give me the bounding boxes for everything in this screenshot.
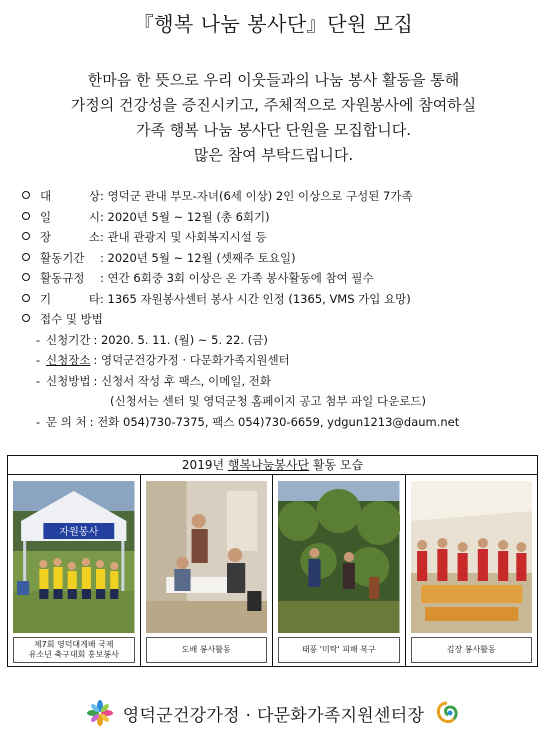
photo-caption: 도배 봉사활동 bbox=[146, 637, 268, 663]
bullet-icon bbox=[22, 212, 30, 220]
photo-wallpaper bbox=[146, 481, 268, 633]
info-list bbox=[22, 186, 532, 432]
footer-org-name: 영덕군건강가정 · 다문화가족지원센터장 bbox=[122, 705, 425, 726]
photo-caption: 제7회 영덕대게배 국제 유소년 축구대회 홍보봉사 bbox=[13, 637, 135, 663]
apply-label: 신청장소 bbox=[46, 353, 91, 367]
info-row-place bbox=[22, 227, 532, 248]
apply-value: : 2020. 5. 11. (월) ~ 5. 22. (금) bbox=[93, 332, 268, 347]
svg-text:자원봉사: 자원봉사 bbox=[59, 527, 99, 538]
photo-cell bbox=[273, 475, 406, 667]
info-value: : 관내 관광지 및 사회복지시설 등 bbox=[100, 230, 267, 244]
apply-label: 신청방법 bbox=[46, 373, 91, 388]
info-row-target bbox=[22, 186, 532, 207]
family-logo-icon bbox=[434, 700, 460, 726]
photo-cell bbox=[141, 475, 274, 667]
intro-line: 가정의 건강성을 증진시키고, 주체적으로 자원봉사에 참여하실 bbox=[70, 96, 477, 114]
info-value: : 영덕군 관내 부모-자녀(6세 이상) 2인 이상으로 구성된 7가족 bbox=[100, 189, 413, 203]
apply-value: : 영덕군건강가정 · 다문화가족지원센터 bbox=[93, 353, 290, 367]
bullet-icon bbox=[22, 273, 30, 281]
info-value: : 2020년 5월 ~ 12월 (총 6회기) bbox=[100, 209, 270, 224]
bullet-icon bbox=[22, 232, 30, 240]
info-label: 활동기간 bbox=[40, 250, 85, 265]
photo-typhoon-recovery bbox=[278, 481, 400, 633]
apply-method-row: - 신청방법 : 신청서 작성 후 팩스, 이메일, 전화 bbox=[22, 371, 532, 392]
info-row-rules bbox=[22, 268, 532, 289]
bullet-icon bbox=[22, 294, 30, 302]
intro-line: 가족 행복 나눔 봉사단 단원을 모집합니다. bbox=[136, 121, 411, 139]
activity-photo-box bbox=[7, 455, 538, 667]
apply-value: : 신청서 작성 후 팩스, 이메일, 전화 bbox=[93, 373, 271, 388]
page-title: 『행복 나눔 봉사단』단원 모집 bbox=[133, 12, 414, 36]
info-label: 기 타 bbox=[40, 291, 100, 306]
info-label: 일 시 bbox=[40, 209, 100, 224]
info-value: : 1365 자원봉사센터 봉사 시간 인정 (1365, VMS 가입 요망) bbox=[100, 291, 411, 306]
info-value: : 연간 6회중 3회 이상은 온 가족 봉사활동에 참여 필수 bbox=[100, 271, 374, 285]
info-label: 대 상 bbox=[40, 189, 100, 203]
bullet-icon bbox=[22, 191, 30, 199]
center-logo-icon bbox=[87, 700, 113, 726]
bullet-icon bbox=[22, 314, 30, 322]
photo-caption: 김장 봉사활동 bbox=[411, 637, 533, 663]
info-row-period bbox=[22, 248, 532, 269]
info-label: 접수 및 방법 bbox=[40, 312, 103, 326]
photo-cell bbox=[8, 475, 141, 667]
info-label: 장 소 bbox=[40, 230, 100, 244]
contact-label: 문 의 처 bbox=[46, 414, 87, 429]
intro-line: 한마음 한 뜻으로 우리 이웃들과의 나눔 봉사 활동을 통해 bbox=[87, 71, 460, 89]
photo-box-header: 2019년 행복나눔봉사단 활동 모습 bbox=[8, 456, 537, 475]
photo-grid bbox=[8, 475, 537, 667]
info-label: 활동규정 bbox=[40, 271, 85, 285]
bullet-icon bbox=[22, 253, 30, 261]
intro-line: 많은 참여 부탁드립니다. bbox=[193, 146, 354, 164]
apply-note: (신청서는 센터 및 영덕군청 홈페이지 공고 첨부 파일 다운로드) bbox=[110, 394, 426, 408]
apply-period-row: - 신청기간 : 2020. 5. 11. (월) ~ 5. 22. (금) bbox=[22, 330, 532, 351]
info-row-apply bbox=[22, 309, 532, 330]
apply-label: 신청기간 bbox=[46, 332, 91, 347]
info-value: : 2020년 5월 ~ 12월 (셋째주 토요일) bbox=[100, 250, 296, 265]
photo-kimchi-making bbox=[411, 481, 533, 633]
photo-cell bbox=[406, 475, 538, 667]
apply-place-row: - 신청장소 : 영덕군건강가정 · 다문화가족지원센터 bbox=[22, 350, 532, 371]
intro-paragraph bbox=[0, 68, 547, 168]
contact-row: - 문 의 처 : 전화 054)730-7375, 팩스 054)730-6659, ydgun1213@daum.net bbox=[22, 412, 532, 433]
photo-soccer-tent bbox=[13, 481, 135, 633]
photo-caption: 태풍 '미탁' 피해 복구 bbox=[278, 637, 400, 663]
contact-value: : 전화 054)730-7375, 팩스 054)730-6659, ydgun1213@daum.net bbox=[89, 414, 460, 429]
info-row-schedule bbox=[22, 207, 532, 228]
footer bbox=[0, 698, 547, 728]
info-row-etc bbox=[22, 289, 532, 310]
